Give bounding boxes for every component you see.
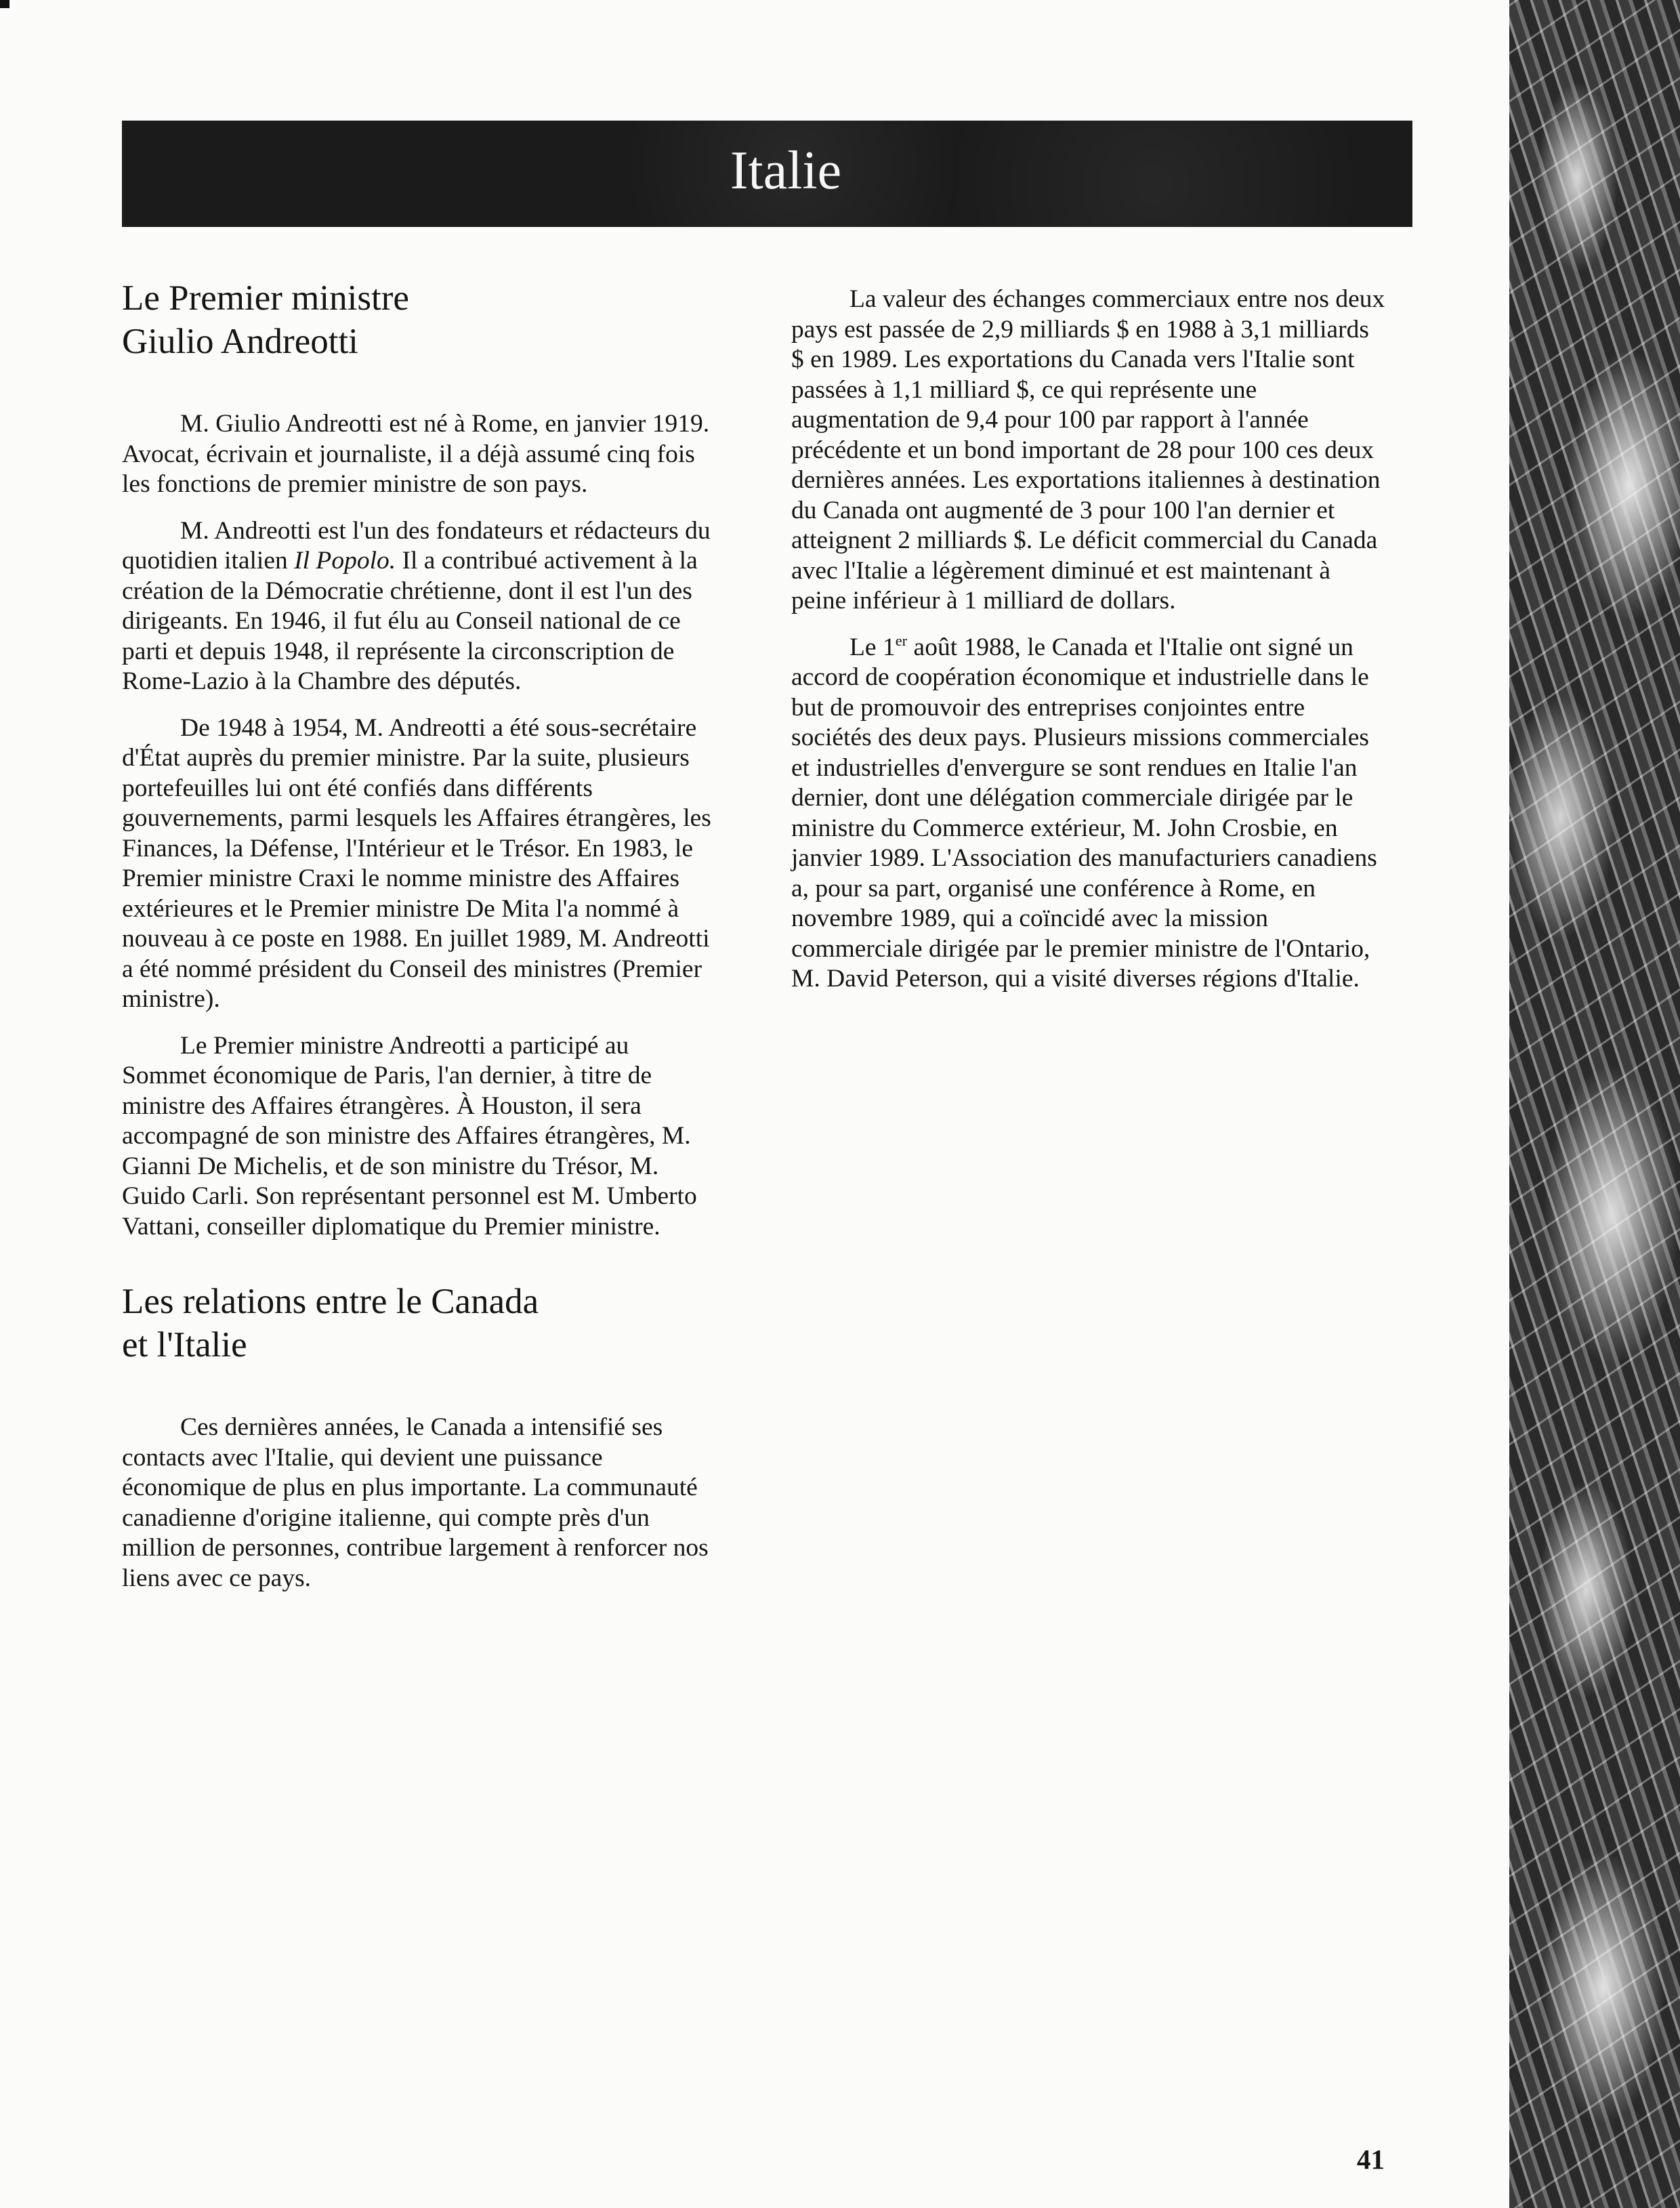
- heading-line: et l'Italie: [122, 1325, 247, 1365]
- heading-line: Le Premier ministre: [122, 278, 409, 318]
- text-run: Le 1: [849, 633, 896, 661]
- title-banner: [122, 121, 1412, 227]
- decorative-marble-image: [1509, 0, 1680, 2208]
- text-run: août 1988, le Canada et l'Italie ont signé un accord de coopération économique et industrielle dans le but de promouvoir des entreprises conjointes entre sociétés des deux pays. Plusieurs missions commerciales et industrielles d'envergure se sont rendues en Italie l'an dernier, dont une délégation commerciale dirigée par le ministre du Commerce extérieur, M. John Crosbie, en janvier 1989. L'Association des manufacturiers canadiens a, pour sa part, organisé une conférence à Rome, en novembre 1989, qui a coïncidé avec la mission commerciale dirigée par le premier ministre de l'Ontario, M. David Peterson, qui a visité diverses régions d'Italie.: [791, 633, 1377, 993]
- scan-corner-mark: [0, 0, 9, 8]
- newspaper-title: Il Popolo.: [294, 547, 396, 575]
- heading-premier-ministre: [122, 276, 718, 363]
- heading-relations: [122, 1280, 718, 1367]
- paragraph: M. Giulio Andreotti est né à Rome, en janvier 1919. Avocat, écrivain et journaliste, il a déjà assumé cinq fois les fonctions de premier ministre de son pays.: [122, 410, 710, 498]
- paragraph: La valeur des échanges commerciaux entre nos deux pays est passée de 2,9 milliards $ en 1988 à 3,1 milliards $ en 1989. Les exportations du Canada vers l'Italie sont passées à 1,1 milliard $, ce qui représente une augmentation de 9,4 pour 100 par rapport à l'année précédente et un bond important de 28 pour 100 ces deux dernières années. Les exportations italiennes à destination du Canada ont augmenté de 3 pour 100 l'an dernier et atteignent 2 milliards $. Le déficit commercial du Canada avec l'Italie a légèrement diminué et est maintenant à peine inférieur à 1 milliard de dollars.: [791, 285, 1385, 615]
- left-column: [122, 276, 718, 1593]
- paragraph: [122, 516, 718, 697]
- paragraph: De 1948 à 1954, M. Andreotti a été sous-secrétaire d'État auprès du premier ministre. Par la suite, plusieurs portefeuilles lui ont été confiés dans différents gouvernements, parmi lesquels les Affaires étrangères, les Finances, la Défense, l'Intérieur et le Trésor. En 1983, le Premier ministre Craxi le nomme ministre des Affaires extérieures et le Premier ministre De Mita l'a nommé à nouveau à ce poste en 1988. En juillet 1989, M. Andreotti a été nommé président du Conseil des ministres (Premier ministre).: [122, 713, 711, 1013]
- right-column: [791, 285, 1387, 995]
- page-title: Italie: [730, 141, 842, 201]
- text-run: M. Andreotti est l'un des fondateurs et rédacteurs du quotidien italien: [122, 516, 711, 575]
- heading-line: Les relations entre le Canada: [122, 1282, 539, 1321]
- ordinal-suffix: er: [895, 631, 908, 649]
- paragraph: Le Premier ministre Andreotti a participé au Sommet économique de Paris, l'an dernier, à titre de ministre des Affaires étrangères. À Houston, il sera accompagné de son ministre des Affaires étrangères, M. Gianni De Michelis, et de son ministre du Trésor, M. Guido Carli. Son représentant personnel est M. Umberto Vattani, conseiller diplomatique du Premier ministre.: [122, 1031, 697, 1241]
- paragraph: Ces dernières années, le Canada a intensifié ses contacts avec l'Italie, qui devient une puissance économique de plus en plus importante. La communauté canadienne d'origine italienne, qui compte près d'un million de personnes, contribue largement à renforcer nos liens avec ce pays.: [122, 1413, 709, 1592]
- heading-line: Giulio Andreotti: [122, 322, 358, 361]
- text-run: Il a contribué activement à la création de la Démocratie chrétienne, dont il est l'un des dirigeants. En 1946, il fut élu au Conseil national de ce parti et depuis 1948, il représente la circonscription de Rome-Lazio à la Chambre des députés.: [122, 547, 698, 695]
- page-number: 41: [1357, 2144, 1385, 2175]
- paragraph: [791, 633, 1387, 995]
